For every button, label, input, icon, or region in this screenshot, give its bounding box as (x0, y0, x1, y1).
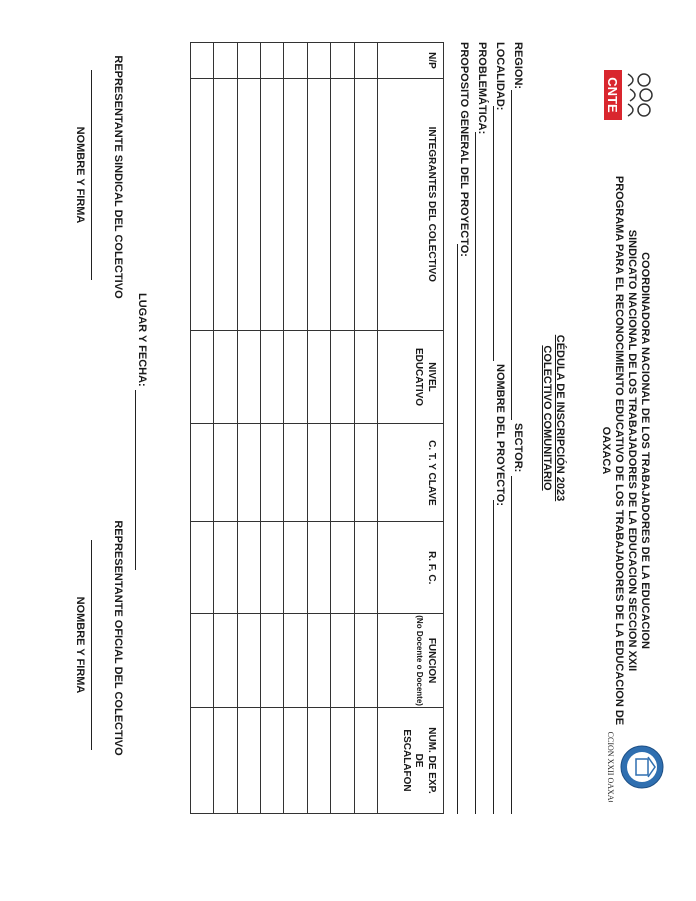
proposito-field[interactable] (457, 244, 458, 814)
table-cell[interactable] (307, 43, 330, 79)
rep-oficial-label: REPRESENTANTE OFICIAL DEL COLECTIVO (112, 520, 124, 756)
localidad-field[interactable] (493, 106, 494, 361)
problematica-field[interactable] (475, 132, 476, 814)
table-cell[interactable] (214, 522, 237, 614)
col-nivel (378, 330, 444, 424)
nombre-proyecto-field[interactable] (493, 500, 494, 814)
proposito-label: PROPOSITO GENERAL DEL PROYECTO: (458, 42, 470, 257)
table-row (331, 43, 354, 814)
firma-line-right[interactable] (91, 540, 92, 750)
table-cell[interactable] (237, 330, 260, 424)
table-cell[interactable] (237, 522, 260, 614)
table-cell[interactable] (331, 614, 354, 708)
table-cell[interactable] (354, 614, 377, 708)
table-row (214, 43, 237, 814)
table-cell[interactable] (237, 708, 260, 814)
col-funcion (378, 614, 444, 708)
table-cell[interactable] (307, 330, 330, 424)
table-cell[interactable] (237, 78, 260, 330)
table-cell[interactable] (284, 708, 307, 814)
problematica-label: PROBLEMÁTICA: (476, 42, 488, 135)
table-cell[interactable] (354, 43, 377, 79)
firma-right-label: NOMBRE Y FIRMA (74, 596, 86, 694)
table-cell[interactable] (261, 78, 284, 330)
table-cell[interactable] (261, 43, 284, 79)
table-cell[interactable] (307, 78, 330, 330)
lugar-fecha-label: LUGAR Y FECHA: (136, 293, 148, 387)
form-subtitle: COLECTIVO COMUNITARIO (541, 345, 553, 491)
table-cell[interactable] (191, 614, 214, 708)
table-row (191, 43, 214, 814)
table-cell[interactable] (354, 330, 377, 424)
table-cell[interactable] (331, 522, 354, 614)
table-cell[interactable] (191, 424, 214, 522)
table-cell[interactable] (284, 78, 307, 330)
seal-text: SECCION XXII OAXACA (606, 732, 615, 802)
table-cell[interactable] (261, 522, 284, 614)
rep-sindical-label: REPRESENTANTE SINDICAL DEL COLECTIVO (112, 55, 124, 299)
table-cell[interactable] (237, 43, 260, 79)
table-cell[interactable] (214, 43, 237, 79)
table-cell[interactable] (261, 708, 284, 814)
table-cell[interactable] (237, 424, 260, 522)
lugar-fecha-field[interactable] (135, 390, 136, 570)
members-table (190, 42, 444, 814)
table-cell[interactable] (284, 330, 307, 424)
col-funcion-title: FUNCION (426, 637, 437, 684)
table-cell[interactable] (214, 424, 237, 522)
table-cell[interactable] (354, 424, 377, 522)
localidad-label: LOCALIDAD: (494, 42, 506, 111)
table-cell[interactable] (214, 78, 237, 330)
table-cell[interactable] (284, 424, 307, 522)
header-line-3: PROGRAMA PARA EL RECONOCIMIENTO EDUCATIVO DE LOS TRABAJADORES DE LA EDUCACION DE (613, 175, 625, 726)
table-cell[interactable] (331, 330, 354, 424)
table-row (354, 43, 377, 814)
col-nivel-line1: NIVEL (426, 362, 437, 392)
table-cell[interactable] (191, 708, 214, 814)
header-line-2: SINDICATO NACIONAL DE LOS TRABAJADORES DE LA EDUCACION SECCION XXII (626, 229, 638, 672)
region-field[interactable] (511, 90, 512, 420)
table-cell[interactable] (214, 708, 237, 814)
sector-label: SECTOR: (512, 423, 524, 473)
col-rfc: R. F. C. (378, 522, 444, 614)
table-cell[interactable] (261, 330, 284, 424)
col-np: N/P (378, 43, 444, 79)
col-num-line2: DE (413, 753, 425, 768)
table-cell[interactable] (191, 522, 214, 614)
col-num-exp (378, 708, 444, 814)
col-integrantes: INTEGRANTES DEL COLECTIVO (378, 78, 444, 330)
table-cell[interactable] (284, 43, 307, 79)
table-cell[interactable] (331, 708, 354, 814)
firma-line-left[interactable] (91, 70, 92, 280)
table-cell[interactable] (237, 614, 260, 708)
col-num-line1: NUM. DE EXP. (426, 727, 437, 794)
table-cell[interactable] (191, 330, 214, 424)
table-cell[interactable] (261, 424, 284, 522)
table-cell[interactable] (307, 522, 330, 614)
table-cell[interactable] (354, 708, 377, 814)
region-label: REGION: (512, 42, 524, 90)
table-cell[interactable] (354, 522, 377, 614)
table-cell[interactable] (331, 43, 354, 79)
table-row (307, 43, 330, 814)
nombre-proyecto-label: NOMBRE DEL PROYECTO: (494, 364, 506, 506)
table-cell[interactable] (261, 614, 284, 708)
form-title: CÉDULA DE INSCRIPCIÓN 2023 (554, 334, 566, 502)
table-cell[interactable] (331, 424, 354, 522)
table-cell[interactable] (284, 522, 307, 614)
table-cell[interactable] (331, 78, 354, 330)
table-row (261, 43, 284, 814)
col-ct-clave: C. T. Y CLAVE (378, 424, 444, 522)
table-cell[interactable] (307, 614, 330, 708)
table-cell[interactable] (307, 424, 330, 522)
sector-field[interactable] (511, 476, 512, 814)
table-cell[interactable] (284, 614, 307, 708)
table-cell[interactable] (191, 43, 214, 79)
cnte-logo-text: CNTE (605, 77, 620, 113)
table-cell[interactable] (307, 708, 330, 814)
table-cell[interactable] (214, 330, 237, 424)
header-line-1: COORDINADORA NACIONAL DE LOS TRABAJADORES DE LA EDUCACION (639, 252, 651, 649)
firma-left-label: NOMBRE Y FIRMA (74, 126, 86, 224)
table-row (237, 43, 260, 814)
table-cell[interactable] (214, 614, 237, 708)
col-num-line3: ESCALAFON (401, 729, 412, 792)
header-line-4: OAXACA (600, 426, 612, 475)
table-cell[interactable] (191, 78, 214, 330)
table-cell[interactable] (354, 78, 377, 330)
table-row (284, 43, 307, 814)
col-funcion-note: (No Docente o Docente) (415, 615, 425, 706)
col-nivel-line2: EDUCATIVO (413, 347, 425, 407)
